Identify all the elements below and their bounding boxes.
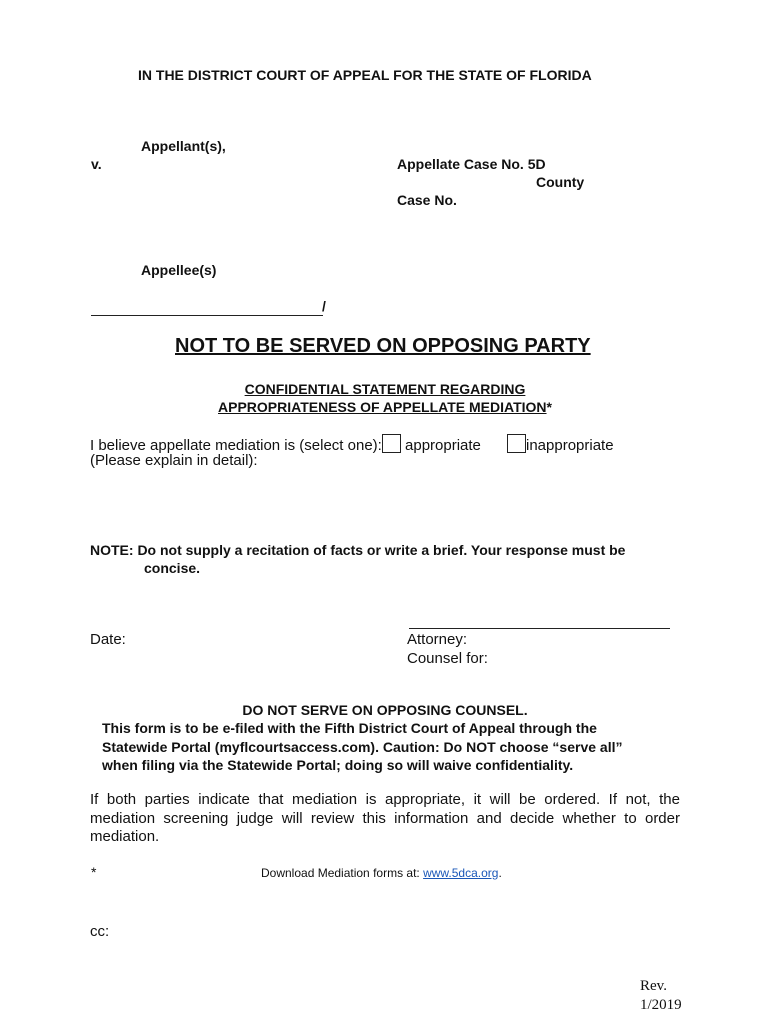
attorney-signature-line[interactable] <box>409 628 670 629</box>
mediation-question: I believe appellate mediation is (select one): <box>90 437 382 454</box>
versus-label: v. <box>91 156 102 172</box>
caption-slash: / <box>322 298 326 314</box>
statement-heading-line2-wrap <box>0 399 770 415</box>
footnote-period: . <box>498 866 502 880</box>
appellate-case-no-label: Appellate Case No. 5D <box>397 156 546 172</box>
inappropriate-option-label: inappropriate <box>526 437 614 454</box>
date-label: Date: <box>90 631 126 648</box>
statement-heading-asterisk: * <box>546 399 552 415</box>
instructions-line2: Statewide Portal (myflcourtsaccess.com). Caution: Do NOT choose “serve all” <box>102 739 623 755</box>
revision-label: Rev. <box>640 978 667 994</box>
court-title: IN THE DISTRICT COURT OF APPEAL FOR THE STATE OF FLORIDA <box>138 67 592 83</box>
appellees-label: Appellee(s) <box>141 262 217 278</box>
instructions-line1: This form is to be e-filed with the Fifth District Court of Appeal through the <box>102 720 597 736</box>
inappropriate-option-row <box>507 434 614 454</box>
footnote-asterisk: * <box>91 864 97 880</box>
statement-heading-line1: CONFIDENTIAL STATEMENT REGARDING <box>244 381 526 397</box>
appropriate-option-label: appropriate <box>405 437 481 454</box>
statement-heading-line2: APPROPRIATENESS OF APPELLATE MEDIATION <box>218 399 547 415</box>
caption-underline <box>91 315 323 316</box>
footnote-text: Download Mediation forms at: <box>261 866 424 880</box>
footnote-row <box>261 866 502 880</box>
notice-title: NOT TO BE SERVED ON OPPOSING PARTY <box>175 335 591 357</box>
county-label: County <box>536 174 585 190</box>
do-not-serve-heading: DO NOT SERVE ON OPPOSING COUNSEL. <box>242 702 528 718</box>
note-line2: concise. <box>144 560 201 576</box>
inappropriate-checkbox[interactable] <box>507 434 526 453</box>
attorney-label: Attorney: <box>407 631 468 648</box>
5dca-website-link[interactable]: www.5dca.org <box>423 866 499 880</box>
revision-date: 1/2019 <box>640 997 682 1013</box>
note-line1: NOTE: Do not supply a recitation of facts or write a brief. Your response must be <box>90 542 626 558</box>
instructions-line3: when filing via the Statewide Portal; doing so will waive confidentiality. <box>102 757 574 773</box>
explanation-paragraph: If both parties indicate that mediation is appropriate, it will be ordered. If not, the mediation screening judge will review this information and decide whether to order mediation. <box>90 791 680 845</box>
explain-label: (Please explain in detail): <box>90 452 258 469</box>
cc-label: cc: <box>90 923 110 940</box>
appellants-label: Appellant(s), <box>141 138 226 154</box>
counsel-for-label: Counsel for: <box>407 650 488 667</box>
case-no-label: Case No. <box>397 192 457 208</box>
mediation-question-row <box>90 434 481 454</box>
appropriate-checkbox[interactable] <box>382 434 401 453</box>
